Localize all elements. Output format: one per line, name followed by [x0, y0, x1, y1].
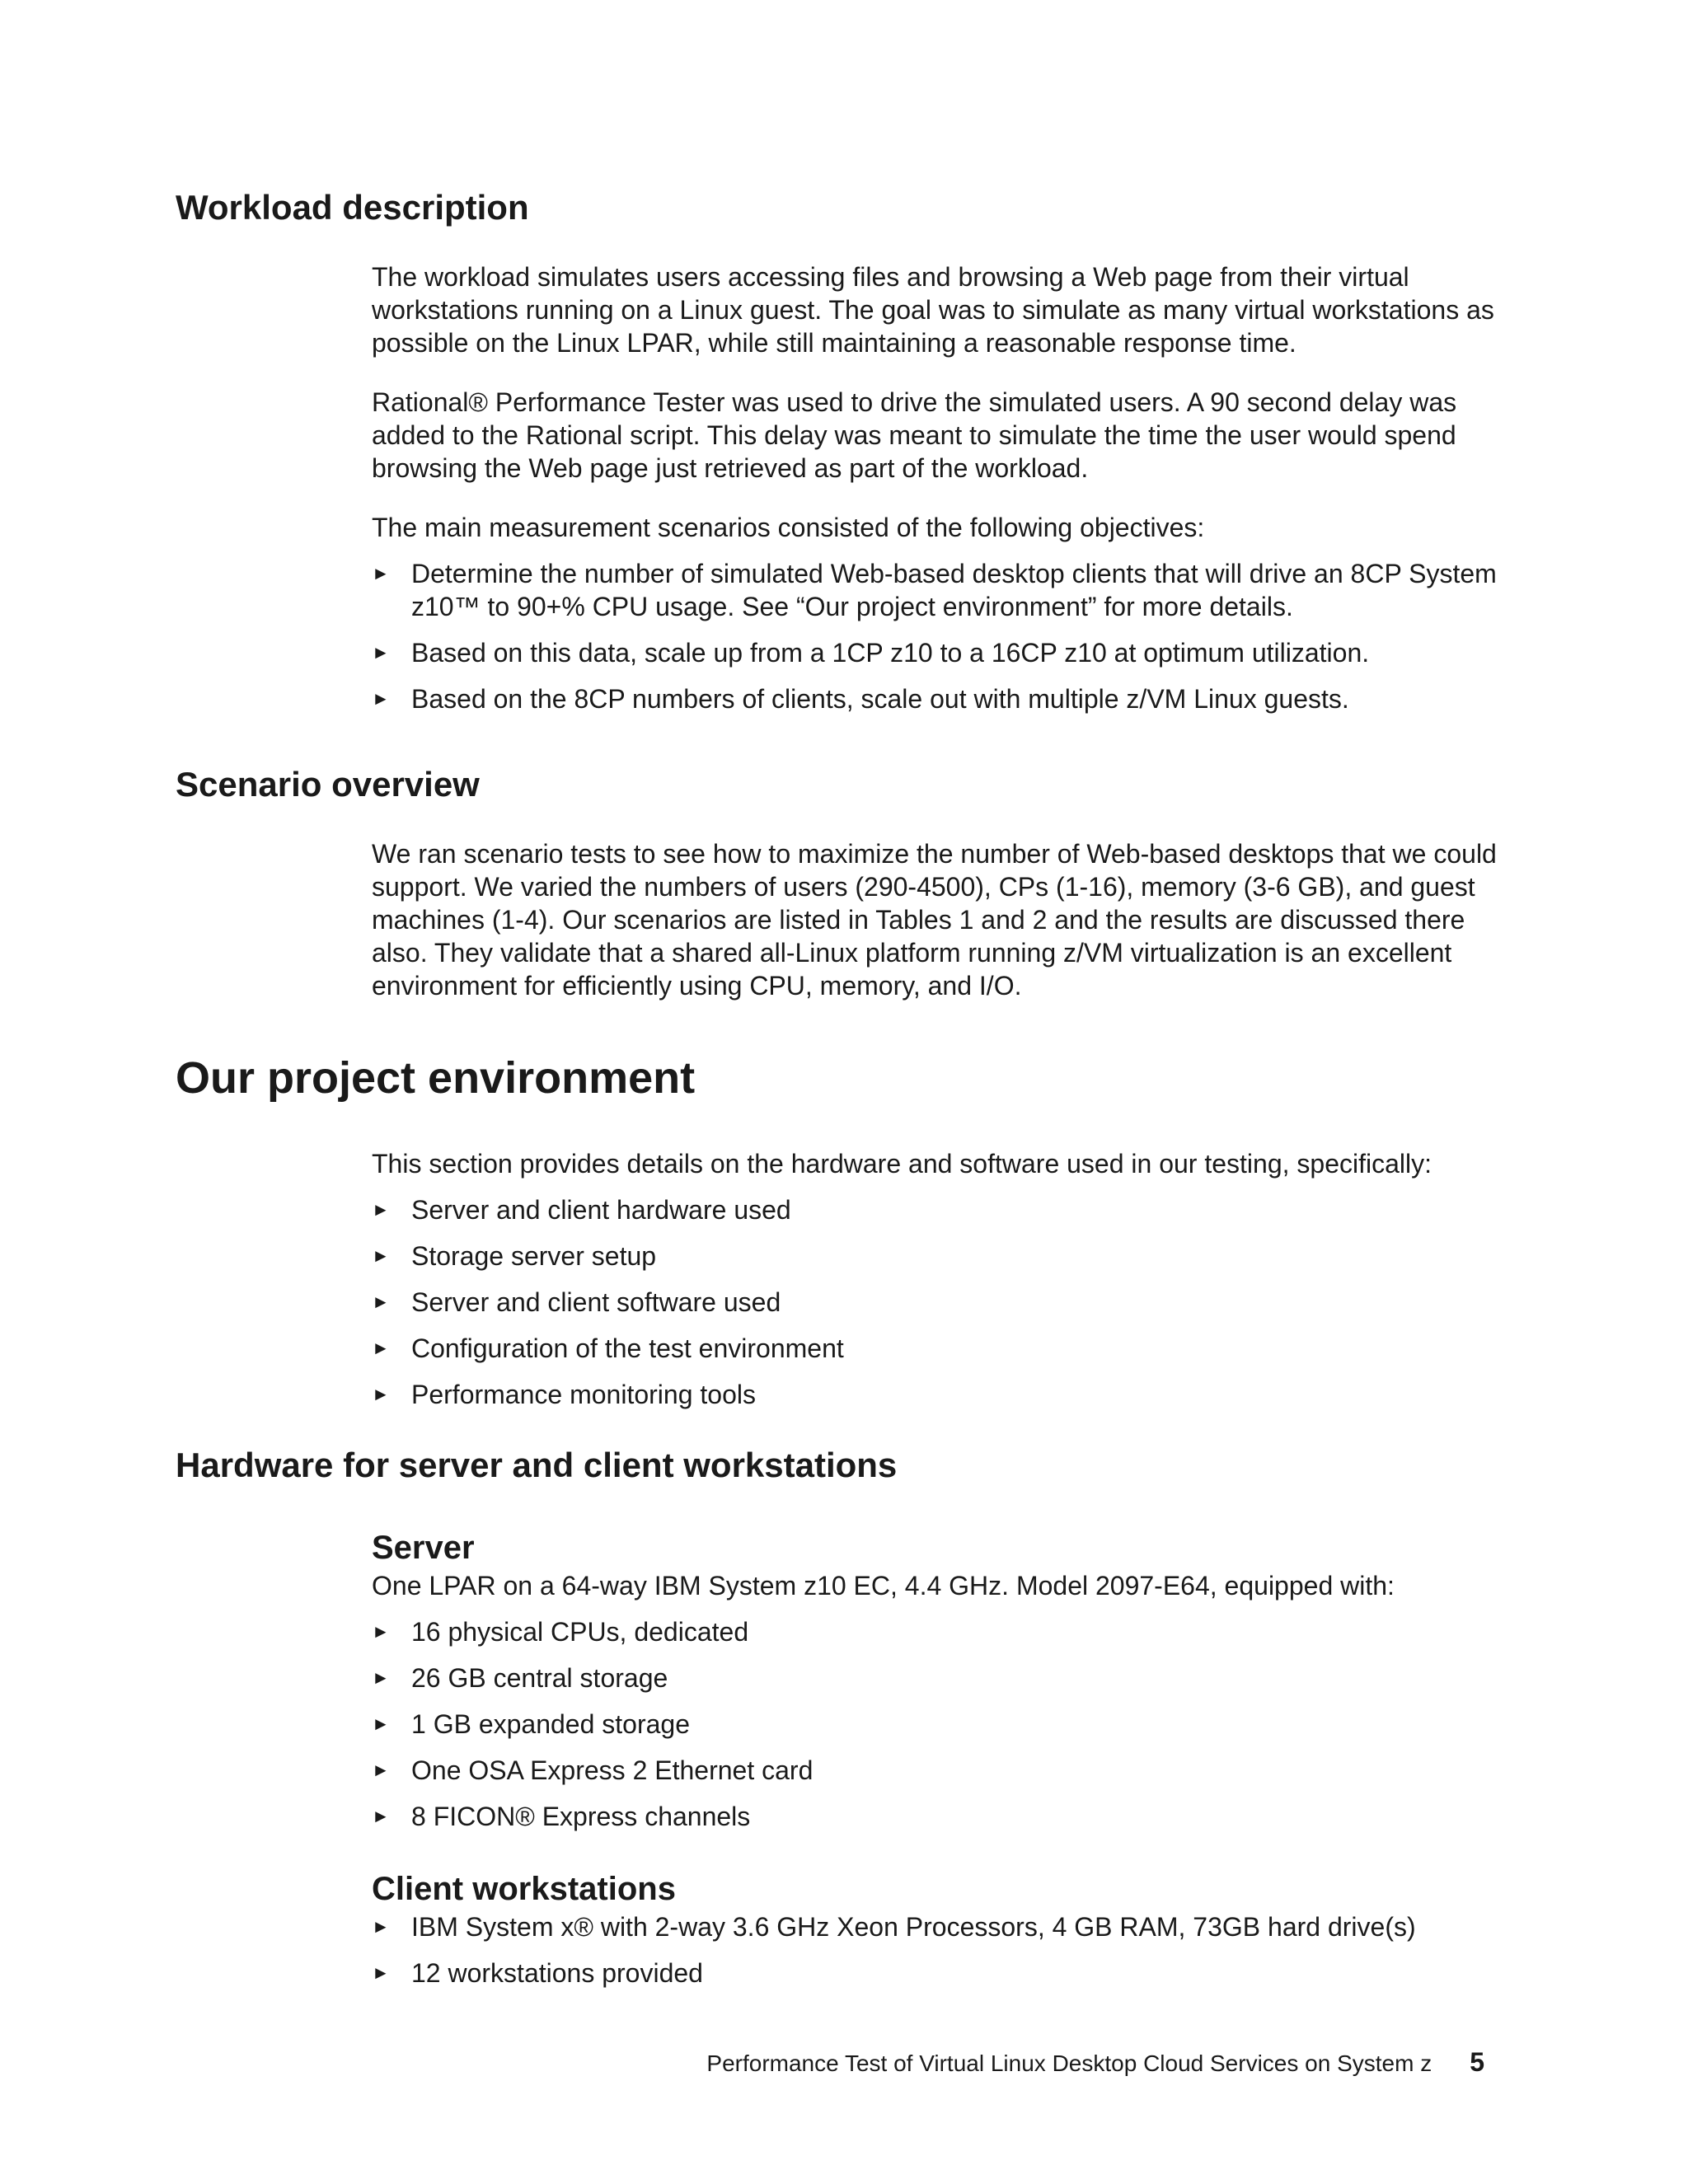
triangle-right-icon: ► — [372, 1962, 390, 1983]
triangle-right-icon: ► — [372, 1806, 390, 1826]
list-item: ► One OSA Express 2 Ethernet card — [372, 1755, 814, 1785]
page-footer — [706, 2046, 1484, 2080]
triangle-right-icon: ► — [372, 1667, 390, 1688]
list-item: ► Based on the 8CP numbers of clients, scale out with multiple z/VM Linux guests. — [372, 684, 1349, 714]
hardware-heading: Hardware for server and client workstations — [176, 1446, 898, 1484]
server-paragraph-1: One LPAR on a 64-way IBM System z10 EC, 4.4 GHz. Model 2097-E64, equipped with: — [372, 1571, 1395, 1601]
list-item: ► Storage server setup — [372, 1241, 657, 1271]
triangle-right-icon: ► — [372, 1384, 390, 1404]
server-heading: Server — [372, 1530, 475, 1566]
scenario-heading: Scenario overview — [176, 765, 480, 804]
list-item: ► 12 workstations provided — [372, 1958, 703, 1988]
list-item: ► Based on this data, scale up from a 1CP z10 to a 16CP z10 at optimum utilization. — [372, 638, 1370, 668]
workload-heading: Workload description — [176, 188, 529, 227]
triangle-right-icon: ► — [372, 642, 390, 663]
list-item: ► Server and client hardware used — [372, 1195, 791, 1225]
triangle-right-icon: ► — [372, 1760, 390, 1780]
workload-paragraph-2: Rational® Performance Tester was used to drive the simulated users. A 90 second delay was added to the Rational script. This delay was meant to simulate the time the user would spend browsing the Web page just retrieved as part of the workload. — [372, 387, 1457, 483]
triangle-right-icon: ► — [372, 688, 390, 709]
list-item: ► Determine the number of simulated Web-based desktop clients that will drive an 8CP System z10™ to 90+% CPU usage. See “Our project environment” for more details. — [372, 559, 1497, 621]
triangle-right-icon: ► — [372, 1338, 390, 1358]
footer-title: Performance Test of Virtual Linux Desktop Cloud Services on System z — [706, 2050, 1432, 2076]
list-item: ► 1 GB expanded storage — [372, 1709, 691, 1739]
triangle-right-icon: ► — [372, 1621, 390, 1642]
server-hardware-list — [372, 1615, 1509, 1846]
list-item: ► Performance monitoring tools — [372, 1380, 756, 1409]
client-hardware-list — [372, 1910, 1509, 2003]
list-item: ► IBM System x® with 2-way 3.6 GHz Xeon Processors, 4 GB RAM, 73GB hard drive(s) — [372, 1912, 1416, 1942]
environment-heading: Our project environment — [176, 1053, 696, 1103]
list-item: ► Configuration of the test environment — [372, 1333, 844, 1363]
list-item: ► 16 physical CPUs, dedicated — [372, 1617, 749, 1647]
environment-paragraph-1: This section provides details on the hardware and software used in our testing, specifically: — [372, 1149, 1432, 1179]
workload-paragraph-3: The main measurement scenarios consisted of the following objectives: — [372, 513, 1205, 542]
list-item: ► 26 GB central storage — [372, 1663, 668, 1693]
workload-paragraph-1: The workload simulates users accessing files and browsing a Web page from their virtual workstations running on a Linux guest. The goal was to simulate as many virtual workstations as possible on the Linux LPAR, while still maintaining a reasonable response time. — [372, 262, 1494, 358]
triangle-right-icon: ► — [372, 1245, 390, 1266]
triangle-right-icon: ► — [372, 563, 390, 583]
list-item: ► 8 FICON® Express channels — [372, 1802, 751, 1831]
list-item: ► Server and client software used — [372, 1287, 781, 1317]
environment-list — [372, 1193, 1509, 1424]
triangle-right-icon: ► — [372, 1713, 390, 1734]
triangle-right-icon: ► — [372, 1916, 390, 1937]
workload-objectives-list — [372, 557, 1509, 729]
scenario-paragraph-1: We ran scenario tests to see how to maximize the number of Web-based desktops that we could support. We varied the numbers of users (290-4500), CPs (1-16), memory (3-6 GB), and guest machines (1-4). Our scenarios are listed in Tables 1 and 2 and the results are discussed there also. They validate that a shared all-Linux platform running z/VM virtualization is an excellent environment for efficiently using CPU, memory, and I/O. — [372, 839, 1497, 1001]
client-heading: Client workstations — [372, 1871, 676, 1907]
triangle-right-icon: ► — [372, 1199, 390, 1220]
page-number: 5 — [1470, 2047, 1484, 2077]
triangle-right-icon: ► — [372, 1291, 390, 1312]
